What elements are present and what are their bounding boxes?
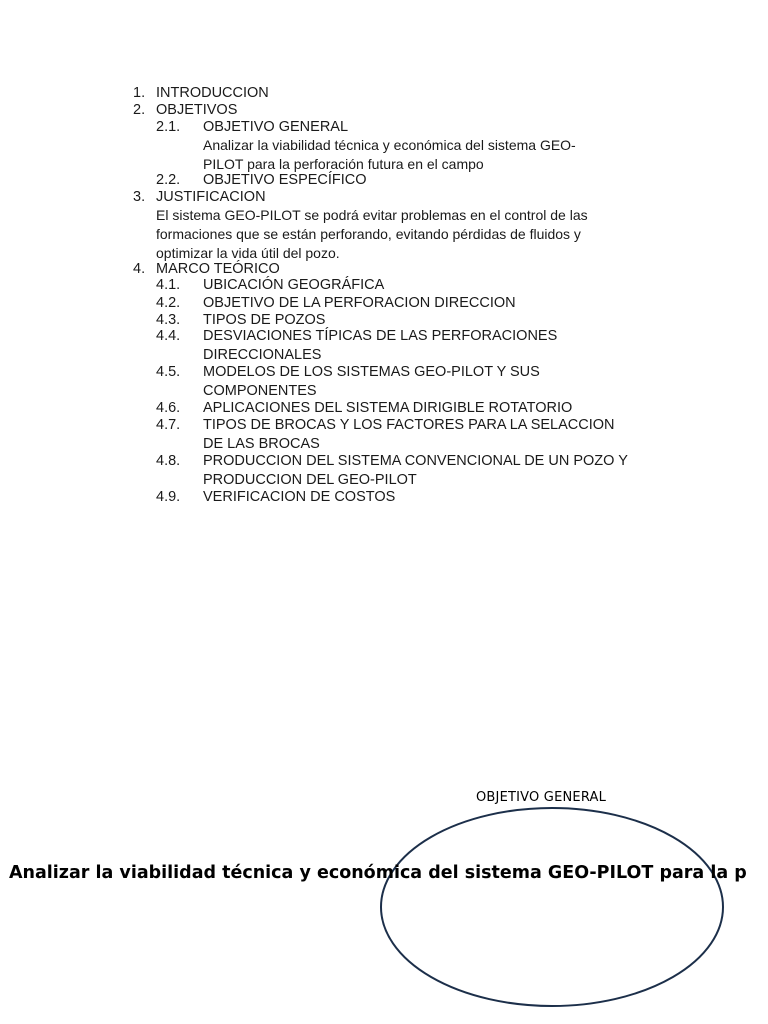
subheading: DIRECCIONALES [203, 347, 322, 363]
heading-justificacion: JUSTIFICACION [156, 189, 266, 205]
subheading: COMPONENTES [203, 383, 317, 399]
justificacion-text: El sistema GEO-PILOT se podrá evitar problemas en el control de las [156, 207, 588, 223]
justificacion-text: formaciones que se están perforando, evitando pérdidas de fluidos y [156, 226, 581, 242]
item-number: 4.5. [156, 364, 181, 380]
objetivo-general-text: PILOT para la perforación futura en el campo [203, 156, 484, 172]
item-number: 2. [133, 102, 146, 118]
heading-marco-teorico: MARCO TEÓRICO [156, 261, 280, 277]
subheading: DESVIACIONES TÍPICAS DE LAS PERFORACIONES [203, 328, 558, 344]
item-number: 4.2. [156, 295, 181, 311]
item-number: 4.4. [156, 328, 181, 344]
subheading: UBICACIÓN GEOGRÁFICA [203, 277, 385, 293]
subheading: VERIFICACION DE COSTOS [203, 489, 396, 505]
item-number: 4.3. [156, 312, 181, 328]
subheading: TIPOS DE BROCAS Y LOS FACTORES PARA LA SELACCION [203, 417, 615, 433]
item-number: 4.8. [156, 453, 181, 469]
heading-objetivos: OBJETIVOS [156, 102, 238, 118]
item-number: 1. [133, 85, 146, 101]
diagram-banner-text: Analizar la viabilidad técnica y económica del sistema GEO-PILOT para la p [9, 863, 747, 883]
subheading: TIPOS DE POZOS [203, 312, 326, 328]
objetivo-general-text: Analizar la viabilidad técnica y económica del sistema GEO- [203, 137, 576, 153]
item-number: 2.1. [156, 119, 181, 135]
heading-objetivo-especifico: OBJETIVO ESPECÍFICO [203, 172, 367, 188]
ellipse-shape [381, 808, 723, 1006]
subheading: MODELOS DE LOS SISTEMAS GEO-PILOT Y SUS [203, 364, 540, 380]
item-number: 4.9. [156, 489, 181, 505]
subheading: OBJETIVO DE LA PERFORACION DIRECCION [203, 295, 516, 311]
item-number: 4.6. [156, 400, 181, 416]
diagram-label: OBJETIVO GENERAL [476, 790, 607, 805]
subheading: DE LAS BROCAS [203, 436, 320, 452]
item-number: 2.2. [156, 172, 181, 188]
subheading: PRODUCCION DEL GEO-PILOT [203, 472, 417, 488]
item-number: 4. [133, 261, 146, 277]
item-number: 3. [133, 189, 146, 205]
heading-introduccion: INTRODUCCION [156, 85, 269, 101]
heading-objetivo-general: OBJETIVO GENERAL [203, 119, 349, 135]
subheading: PRODUCCION DEL SISTEMA CONVENCIONAL DE UN POZO Y [203, 453, 628, 469]
item-number: 4.7. [156, 417, 181, 433]
item-number: 4.1. [156, 277, 181, 293]
justificacion-text: optimizar la vida útil del pozo. [156, 245, 340, 261]
subheading: APLICACIONES DEL SISTEMA DIRIGIBLE ROTATORIO [203, 400, 573, 416]
